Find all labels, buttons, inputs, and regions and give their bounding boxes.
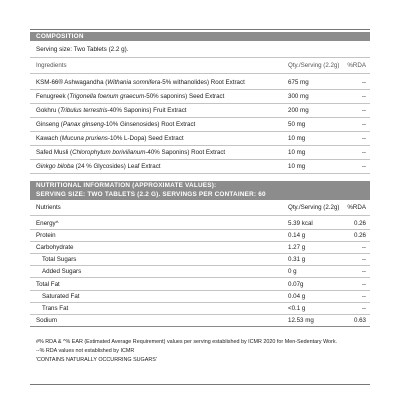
divider bbox=[30, 89, 370, 90]
footnote-rda: #% RDA & ^% EAR (Estimated Average Requirement) values per serving established by ICMR 2020 for Men-Sedentary Work. bbox=[36, 339, 338, 345]
qty-header: Qty./Serving (2.2g) bbox=[288, 62, 340, 69]
bottom-divider bbox=[30, 384, 370, 385]
ingredient-row bbox=[30, 147, 370, 158]
ingredient-name: Ginkgo biloba (24 % Glycosides) Leaf Extract bbox=[36, 163, 161, 170]
nutrient-rda: -- bbox=[361, 268, 366, 275]
nutrient-name: Sodium bbox=[36, 317, 57, 324]
nutrient-row bbox=[30, 303, 370, 314]
divider bbox=[30, 131, 370, 132]
ingredient-qty: 10 mg bbox=[288, 149, 306, 156]
top-divider bbox=[30, 29, 370, 30]
ingredient-rda: -- bbox=[361, 107, 366, 114]
nutrient-row bbox=[30, 266, 370, 277]
divider bbox=[30, 215, 370, 216]
ingredient-name: Gokhru (Tribulus terrestris-40% Saponins) Fruit Extract bbox=[36, 107, 187, 114]
nutrient-qty: 1.27 g bbox=[288, 244, 306, 251]
latin-name: Trigonella foenum graecum bbox=[69, 93, 145, 100]
nutrient-row bbox=[30, 315, 370, 326]
ingredient-row bbox=[30, 161, 370, 172]
divider bbox=[30, 103, 370, 104]
divider bbox=[30, 73, 370, 74]
divider bbox=[30, 173, 370, 174]
ingredient-qty: 50 mg bbox=[288, 121, 306, 128]
composition-serving-size: Serving size: Two Tablets (2.2 g). bbox=[36, 46, 129, 53]
latin-name: Panax ginseng bbox=[62, 121, 104, 128]
latin-name: Mucuna pruriens bbox=[61, 135, 108, 142]
ingredient-rda: -- bbox=[361, 163, 366, 170]
nutrient-row bbox=[30, 254, 370, 265]
nutrient-qty: 0.31 g bbox=[288, 256, 306, 263]
nutrient-name: Energy^ bbox=[36, 220, 59, 227]
footnote-not-established: --% RDA values not established by ICMR bbox=[36, 348, 135, 354]
nutrition-serving: SERVING SIZE: TWO TABLETS (2.2 G). SERVINGS PER CONTAINER: 60 bbox=[36, 190, 266, 198]
nutrient-row bbox=[30, 291, 370, 302]
divider bbox=[30, 277, 370, 278]
nutrition-header bbox=[30, 181, 370, 200]
nutrition-column-header bbox=[30, 202, 370, 213]
rda-header: %RDA bbox=[347, 62, 366, 69]
divider bbox=[30, 159, 370, 160]
nutrient-qty: 0.14 g bbox=[288, 232, 306, 239]
ingredient-row bbox=[30, 77, 370, 88]
nutrient-name: Total Sugars bbox=[42, 256, 77, 263]
ingredient-rda: -- bbox=[361, 93, 366, 100]
supplement-facts-label bbox=[30, 0, 370, 400]
ingredient-qty: 10 mg bbox=[288, 135, 306, 142]
ingredient-name: Fenugreek (Trigonella foenum graecum-50% saponins) Seed Extract bbox=[36, 93, 225, 100]
nutrient-row bbox=[30, 230, 370, 241]
latin-name: Tribulus terrestris bbox=[60, 107, 108, 114]
qty-header: Qty./Serving (2.2g) bbox=[288, 204, 340, 211]
nutrient-name: Added Sugars bbox=[42, 268, 82, 275]
ingredient-qty: 200 mg bbox=[288, 107, 309, 114]
nutrient-rda: -- bbox=[361, 281, 366, 288]
nutrient-row bbox=[30, 218, 370, 229]
nutrient-rda: 0.63 bbox=[353, 317, 366, 324]
divider bbox=[30, 57, 370, 58]
nutrient-rda: -- bbox=[361, 256, 366, 263]
nutrient-row bbox=[30, 242, 370, 253]
ingredient-row bbox=[30, 105, 370, 116]
nutrient-qty: 12.53 mg bbox=[288, 317, 314, 324]
nutrient-rda: -- bbox=[361, 244, 366, 251]
ingredient-row bbox=[30, 91, 370, 102]
ingredient-name: Safed Musli (Chlorophytum borivilianum-40% Saponins) Root Extract bbox=[36, 149, 226, 156]
latin-name: Chlorophytum borivilianum bbox=[72, 149, 146, 156]
ingredient-rda: -- bbox=[361, 135, 366, 142]
latin-name: Withania somnifera bbox=[107, 79, 161, 86]
nutrient-name: Protein bbox=[36, 232, 56, 239]
nutrient-name: Total Fat bbox=[36, 281, 60, 288]
divider bbox=[30, 326, 370, 327]
ingredient-row bbox=[30, 133, 370, 144]
nutrients-header: Nutrients bbox=[36, 204, 61, 211]
composition-column-header bbox=[30, 60, 370, 71]
ingredient-name: Kawach (Mucuna pruriens-10% L-Dopa) Seed Extract bbox=[36, 135, 184, 142]
ingredients-header: Ingredients bbox=[36, 62, 67, 69]
composition-header: COMPOSITION bbox=[30, 32, 370, 41]
rda-header: %RDA bbox=[347, 204, 366, 211]
ingredient-name: KSM-66® Ashwagandha (Withania somnifera-5% withanolides) Root Extract bbox=[36, 79, 245, 86]
nutrient-name: Trans Fat bbox=[42, 305, 69, 312]
ingredient-qty: 10 mg bbox=[288, 163, 306, 170]
nutrient-rda: -- bbox=[361, 293, 366, 300]
nutrient-rda: -- bbox=[361, 305, 366, 312]
divider bbox=[30, 117, 370, 118]
ingredient-qty: 675 mg bbox=[288, 79, 309, 86]
latin-name: Ginkgo biloba bbox=[36, 163, 74, 170]
nutrient-name: Saturated Fat bbox=[42, 293, 80, 300]
nutrient-qty: 0.04 g bbox=[288, 293, 306, 300]
nutrition-title: NUTRITIONAL INFORMATION (APPROXIMATE VALUES): bbox=[36, 182, 217, 189]
nutrient-qty: 0 g bbox=[288, 268, 297, 275]
ingredient-qty: 300 mg bbox=[288, 93, 309, 100]
divider bbox=[30, 145, 370, 146]
nutrient-qty: 0.07g bbox=[288, 281, 304, 288]
nutrient-row bbox=[30, 279, 370, 290]
nutrient-qty: <0.1 g bbox=[288, 305, 306, 312]
ingredient-row bbox=[30, 119, 370, 130]
nutrient-rda: 0.26 bbox=[353, 232, 366, 239]
nutrient-qty: 5.39 kcal bbox=[288, 220, 313, 227]
ingredient-rda: -- bbox=[361, 79, 366, 86]
nutrient-name: Carbohydrate bbox=[36, 244, 74, 251]
footnote-sugars: 'CONTAINS NATURALLY OCCURRING SUGARS' bbox=[36, 357, 157, 363]
nutrient-rda: 0.26 bbox=[353, 220, 366, 227]
ingredient-rda: -- bbox=[361, 149, 366, 156]
ingredient-rda: -- bbox=[361, 121, 366, 128]
ingredient-name: Ginseng (Panax ginseng-10% Ginsenosides) Root Extract bbox=[36, 121, 196, 128]
